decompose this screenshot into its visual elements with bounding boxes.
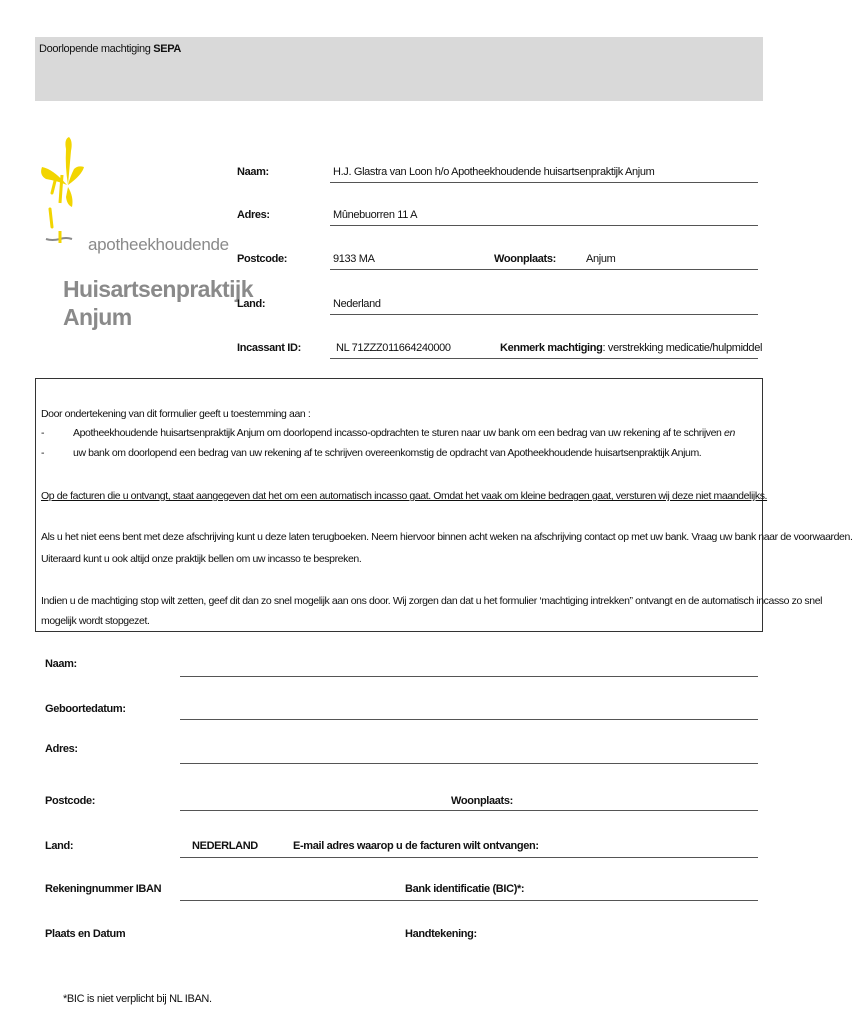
notice-refund-line2: Uiteraard kunt u ook altijd onze praktijk bellen om uw incasso te bespreken. <box>41 553 362 565</box>
notice-item-2: uw bank om doorlopend een bedrag van uw rekening af te schrijven overeenkomstig de opdracht van Apotheekhoudende huisartsenpraktijk Anjum. <box>73 447 702 459</box>
creditor-naam-label: Naam: <box>237 166 269 178</box>
notice-stop-line2: mogelijk wordt stopgezet. <box>41 615 150 627</box>
footnote: *BIC is niet verplicht bij NL IBAN. <box>63 993 212 1005</box>
creditor-naam-value: H.J. Glastra van Loon h/o Apotheekhoudende huisartsenpraktijk Anjum <box>333 166 655 178</box>
debtor-adres-field[interactable] <box>180 763 758 764</box>
form-title: Doorlopende machtiging SEPA <box>39 43 182 55</box>
mandate-notice-box <box>35 378 852 632</box>
notice-intro: Door ondertekening van dit formulier geeft u toestemming aan : <box>41 408 311 420</box>
creditor-land-label: Land: <box>237 298 266 310</box>
creditor-woonplaats-value: Anjum <box>586 253 616 265</box>
creditor-land-value: Nederland <box>333 298 381 310</box>
creditor-incassant-value: NL 71ZZZ011664240000 <box>336 342 451 354</box>
debtor-geboortedatum-label: Geboortedatum: <box>45 703 126 715</box>
creditor-postcode-line <box>330 269 758 270</box>
notice-bullet-1: - <box>41 427 45 439</box>
debtor-naam-field[interactable] <box>180 676 758 677</box>
creditor-land-line <box>330 314 758 315</box>
creditor-incassant-label: Incassant ID: <box>237 342 301 354</box>
notice-refund-line1: Als u het niet eens bent met deze afschrijving kunt u deze laten terugboeken. Neem hiervoor binnen acht weken na afschrijving contact op met uw bank. Vraag uw bank naar de voorwaarden. <box>41 531 852 543</box>
logo-text-line1: apotheekhoudende <box>88 235 229 254</box>
creditor-woonplaats-label: Woonplaats: <box>494 253 556 265</box>
debtor-woonplaats-label: Woonplaats: <box>451 795 513 807</box>
creditor-adres-line <box>330 225 758 226</box>
debtor-bic-label: Bank identificatie (BIC)*: <box>405 883 525 895</box>
header-bar <box>35 37 763 101</box>
notice-invoice-info: Op de facturen die u ontvangt, staat aangegeven dat het om een automatisch incasso gaat. Omdat het vaak om kleine bedragen gaat, versturen wij deze niet maandelijks. <box>41 490 768 502</box>
debtor-email-label: E-mail adres waarop u de facturen wilt ontvangen: <box>293 840 539 852</box>
notice-item-1: Apotheekhoudende huisartsenpraktijk Anjum om doorlopend incasso-opdrachten te sturen naar uw bank om een bedrag van uw rekening af te schrijven en <box>73 427 735 439</box>
creditor-naam-line <box>330 182 758 183</box>
notice-bullet-2: - <box>41 447 45 459</box>
debtor-postcode-field[interactable] <box>180 810 758 811</box>
debtor-postcode-label: Postcode: <box>45 795 96 807</box>
debtor-email-field[interactable] <box>180 857 758 858</box>
debtor-iban-field[interactable] <box>180 900 758 901</box>
creditor-incassant-line <box>330 358 758 359</box>
notice-stop-line1: Indien u de machtiging stop wilt zetten, geef dit dan zo snel mogelijk aan ons door. Wij zorgen dan dat u het formulier ‘machtiging intrekken” ontvangt en de automatisch incasso zo snel <box>41 595 823 607</box>
creditor-postcode-value: 9133 MA <box>333 253 375 265</box>
pinwheel-icon <box>38 135 108 245</box>
debtor-handtekening-label: Handtekening: <box>405 928 477 940</box>
creditor-kenmerk: Kenmerk machtiging: verstrekking medicatie/hulpmiddel <box>500 342 763 354</box>
creditor-postcode-label: Postcode: <box>237 253 288 265</box>
debtor-geboortedatum-field[interactable] <box>180 719 758 720</box>
creditor-adres-label: Adres: <box>237 209 270 221</box>
creditor-adres-value: Mûnebuorren 11 A <box>333 209 418 221</box>
debtor-iban-label: Rekeningnummer IBAN <box>45 883 162 895</box>
debtor-land-value: NEDERLAND <box>192 840 258 852</box>
debtor-naam-label: Naam: <box>45 658 77 670</box>
debtor-adres-label: Adres: <box>45 743 78 755</box>
debtor-plaats-datum-label: Plaats en Datum <box>45 928 126 940</box>
logo-text-line2: Huisartsenpraktijk Anjum <box>63 276 253 330</box>
debtor-land-label: Land: <box>45 840 74 852</box>
